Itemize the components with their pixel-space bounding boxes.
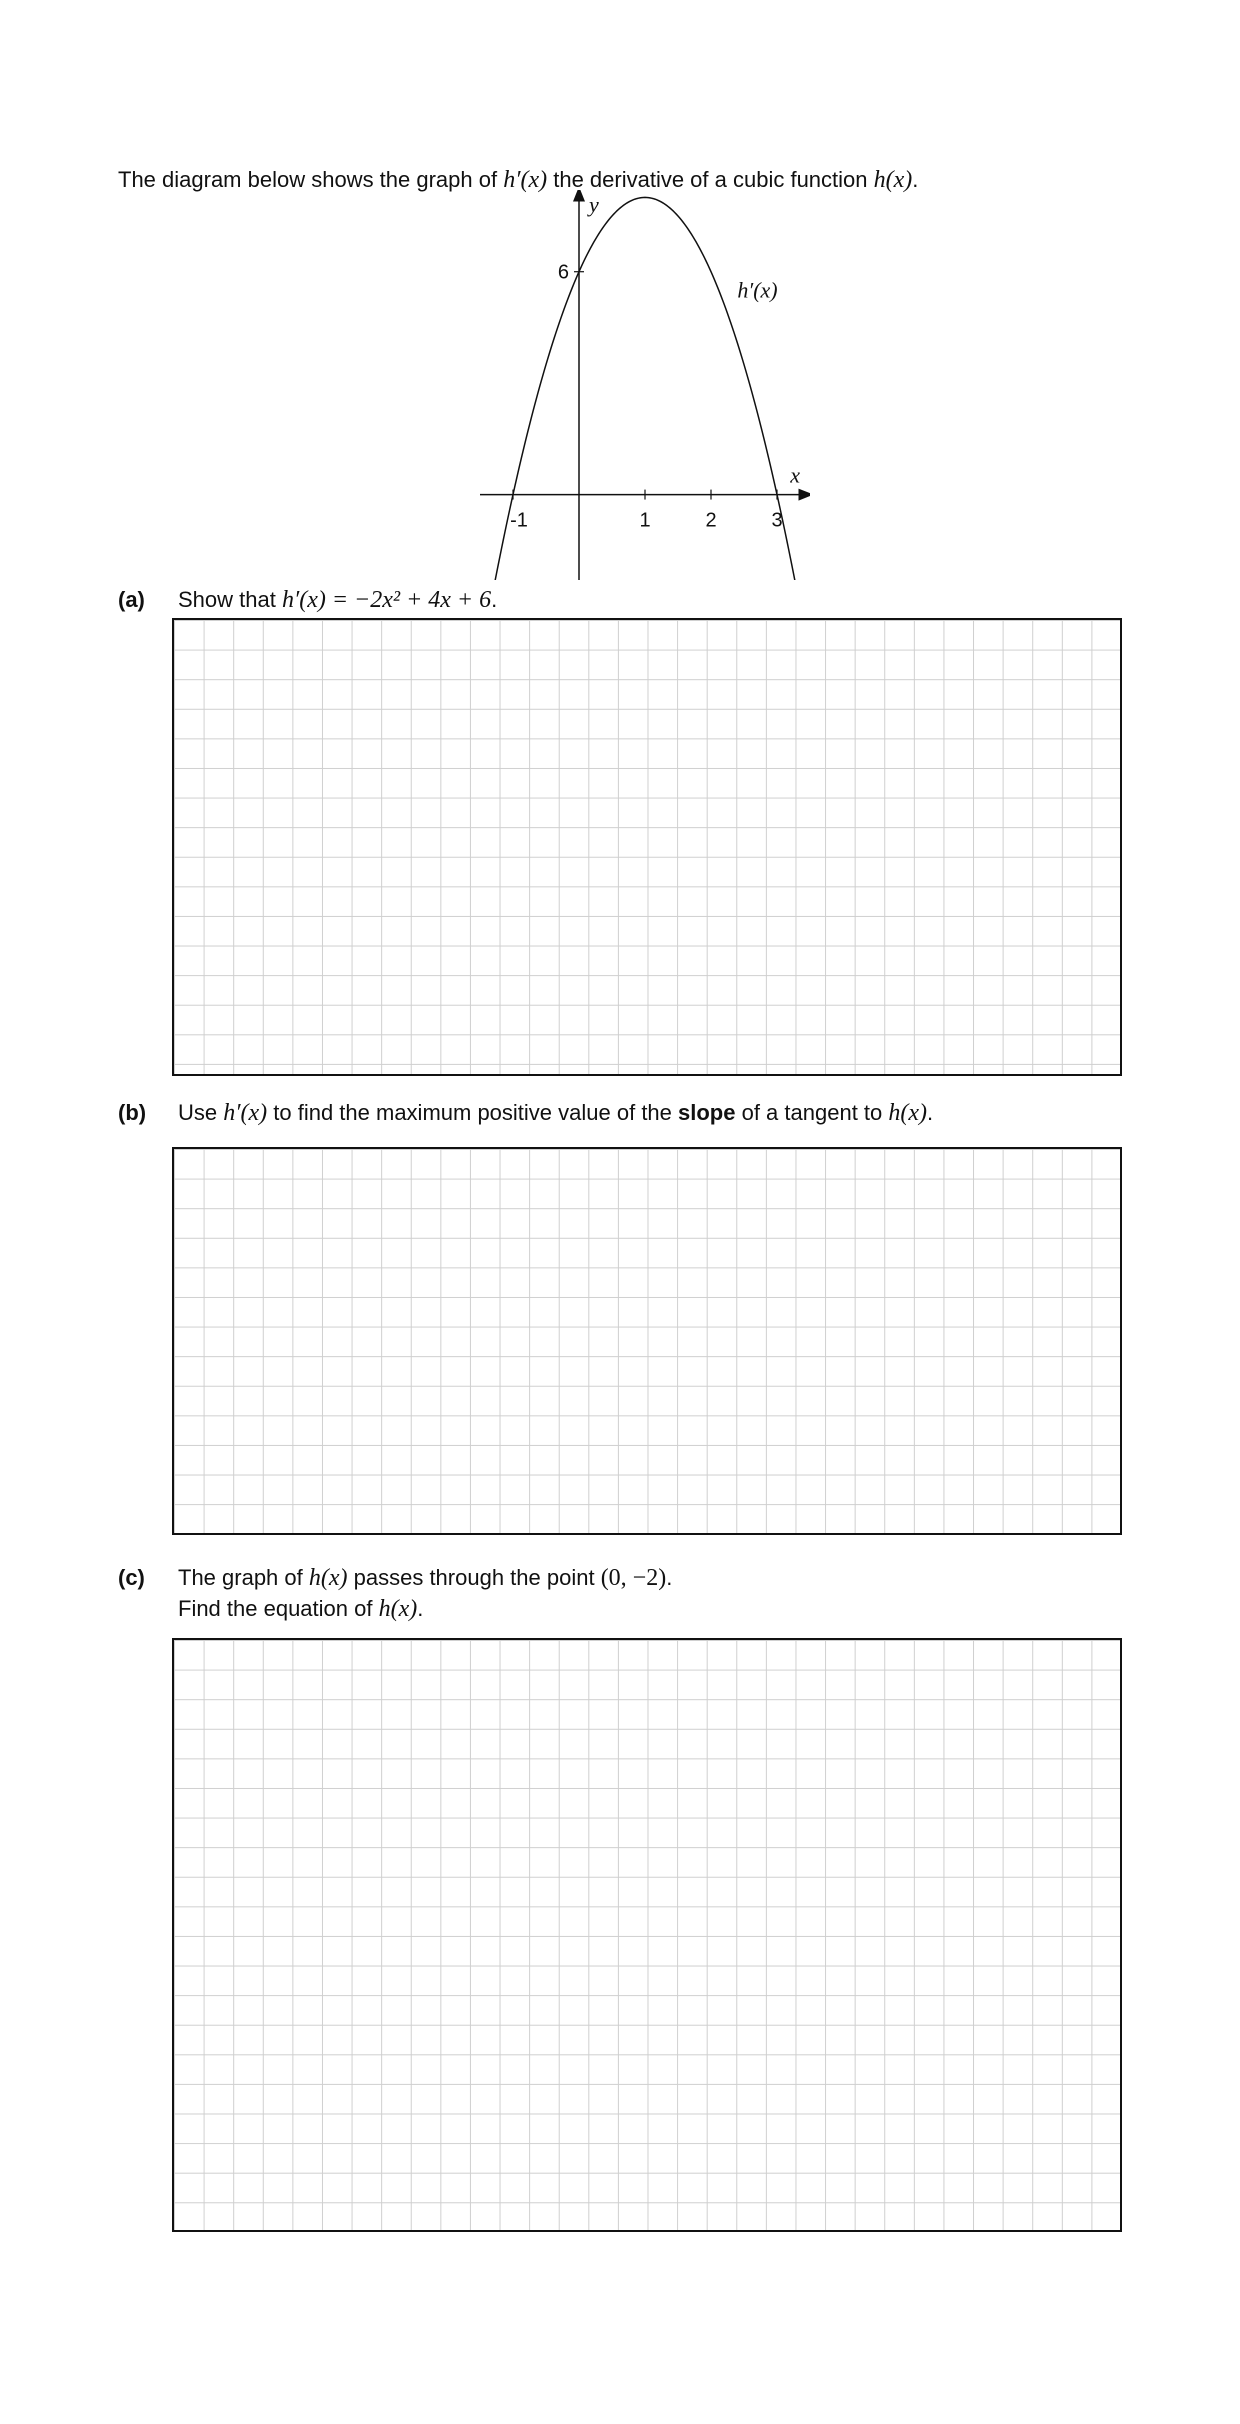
x-tick-label: 3 bbox=[771, 509, 783, 532]
x-tick-label: 1 bbox=[639, 509, 651, 532]
part-c-math: h(x) bbox=[308, 1565, 348, 1591]
part-c-text: passes through the point bbox=[347, 1565, 601, 1590]
part-b-math: h(x) bbox=[888, 1100, 928, 1126]
x-tick-label: 2 bbox=[705, 509, 717, 532]
part-c-answer-grid[interactable] bbox=[172, 1638, 1122, 2232]
x-ticks bbox=[510, 490, 782, 532]
intro-derivative-math: h′(x) bbox=[503, 167, 548, 193]
part-b-text: of a tangent to bbox=[735, 1100, 889, 1125]
part-b-math: h′(x) bbox=[223, 1100, 268, 1126]
part-b-text: Use bbox=[178, 1100, 224, 1125]
part-b-text: to find the maximum positive value of the bbox=[267, 1100, 679, 1125]
part-c-text: The graph of bbox=[178, 1565, 309, 1590]
part-a-question bbox=[178, 585, 497, 615]
part-b-answer-grid[interactable] bbox=[172, 1147, 1122, 1535]
part-a-math: h′(x) = −2x² + 4x + 6 bbox=[281, 587, 492, 613]
intro-text-part: the derivative of a cubic function bbox=[547, 167, 874, 192]
part-b-label: (b) bbox=[118, 1100, 147, 1125]
part-c-point: (0, −2) bbox=[600, 1565, 667, 1591]
part-a-text: Show that bbox=[178, 587, 282, 612]
intro-text-part: . bbox=[912, 167, 919, 192]
part-b-text-end: . bbox=[927, 1100, 934, 1125]
y-axis-label: y bbox=[589, 192, 599, 217]
part-c-label: (c) bbox=[118, 1565, 145, 1590]
part-c-math: h(x) bbox=[378, 1596, 418, 1622]
intro-text-part: The diagram below shows the graph of bbox=[118, 167, 504, 192]
part-a-text-end: . bbox=[491, 587, 498, 612]
derivative-graph bbox=[480, 190, 810, 580]
x-tick-label: -1 bbox=[510, 509, 528, 532]
part-a-label: (a) bbox=[118, 587, 145, 612]
part-b-bold-word: slope bbox=[678, 1100, 736, 1125]
x-axis-label: x bbox=[790, 462, 800, 488]
part-c-question-line1 bbox=[178, 1563, 672, 1593]
intro-function-math: h(x) bbox=[873, 167, 913, 193]
curve-label: h′(x) bbox=[737, 277, 778, 303]
y-tick-label: 6 bbox=[557, 261, 569, 284]
part-a-answer-grid[interactable] bbox=[172, 618, 1122, 1076]
part-c-question-line2 bbox=[178, 1594, 423, 1624]
y-ticks bbox=[558, 262, 584, 284]
part-c-text-end: . bbox=[666, 1565, 673, 1590]
part-c-text-end: . bbox=[417, 1596, 424, 1621]
part-c-text: Find the equation of bbox=[178, 1596, 379, 1621]
part-b-question bbox=[178, 1098, 933, 1128]
